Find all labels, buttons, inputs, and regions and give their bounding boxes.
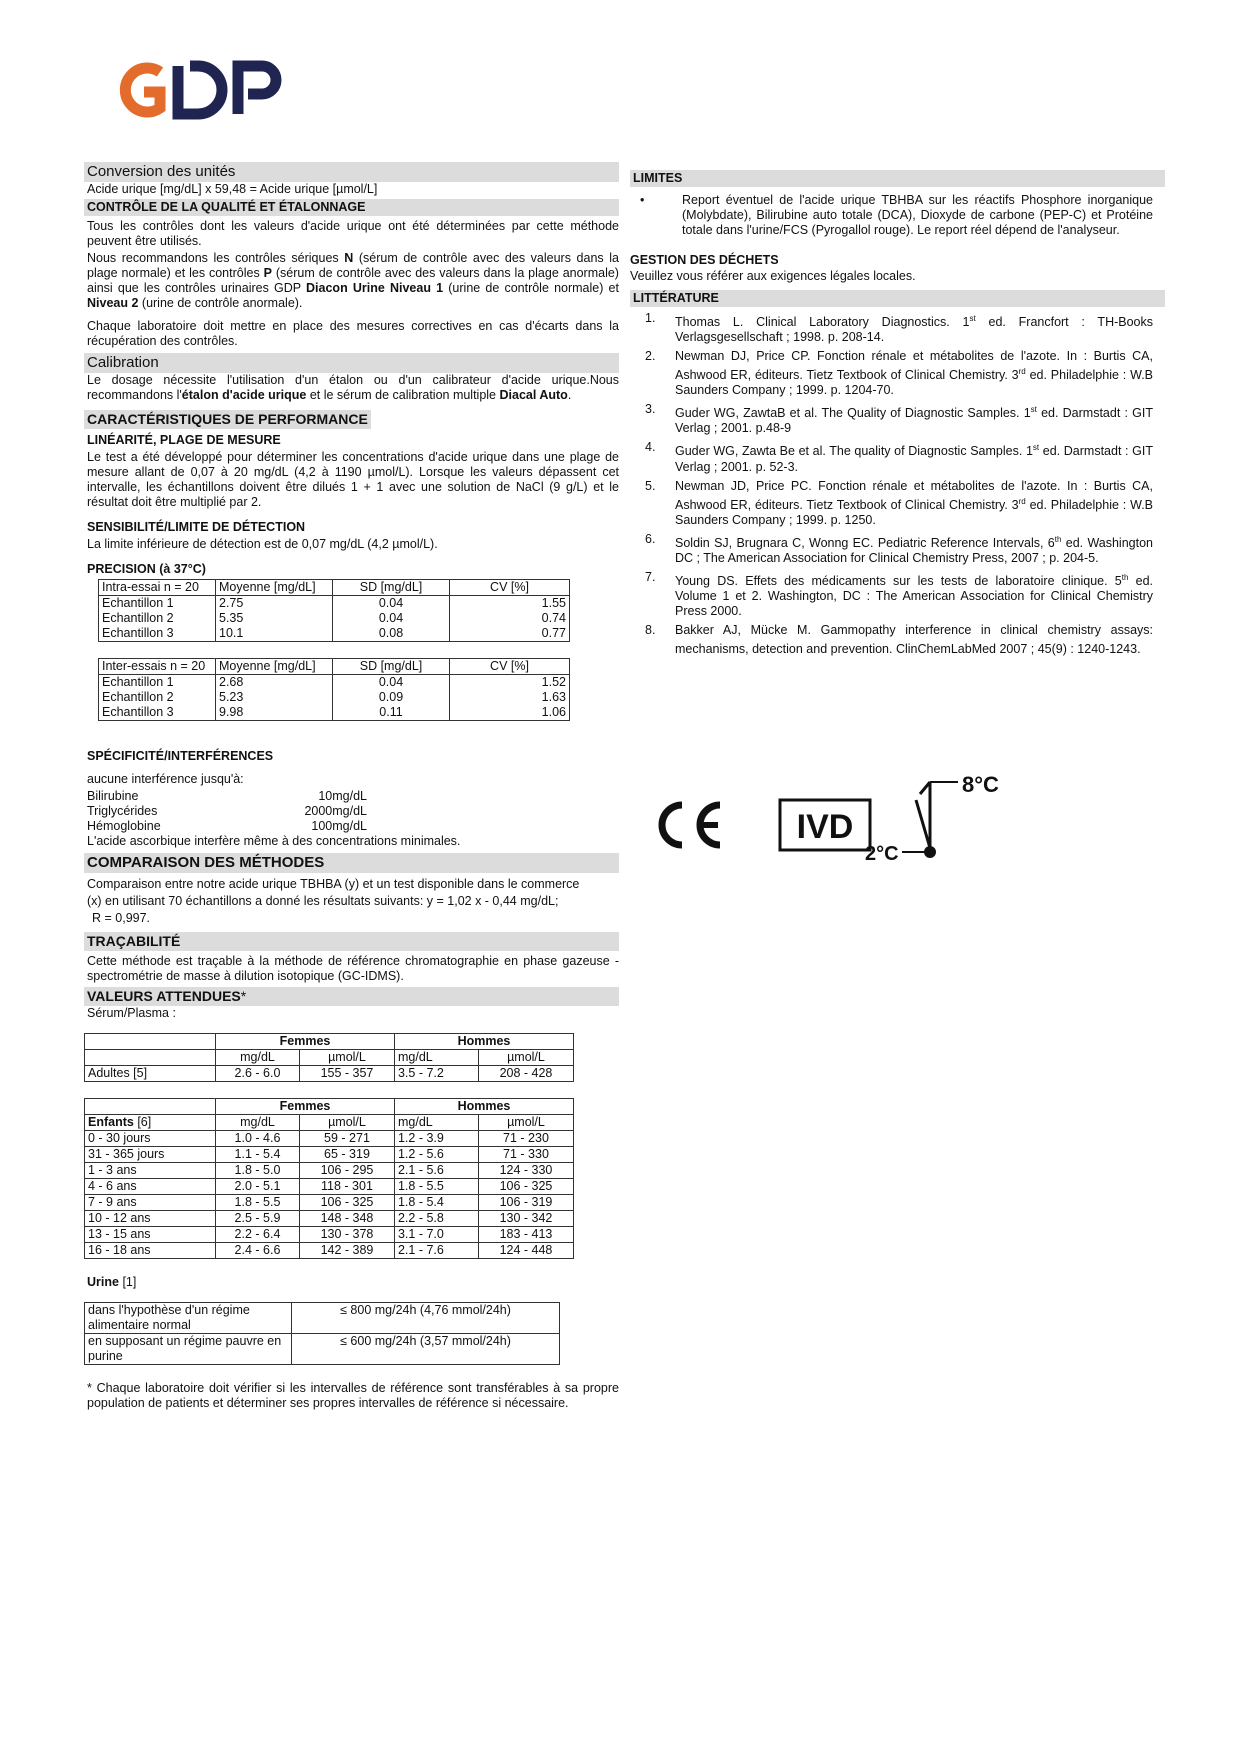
hommes-header: Hommes [394,1099,573,1115]
table-cell: 2.4 - 6.6 [216,1243,300,1259]
table-cell: ≤ 800 mg/24h (4,76 mmol/24h) [292,1303,560,1334]
table-cell: 1.63 [450,690,570,705]
reference-number: 6. [645,531,656,546]
table-cell: 0.09 [333,690,450,705]
table-cell: 155 - 357 [299,1066,394,1082]
interferent-limit: 100mg/dL [311,819,367,833]
table-cell: Echantillon 1 [99,675,216,691]
table-cell: 208 - 428 [478,1066,573,1082]
limits-bullet: • Report éventuel de l'acide urique TBHBA sur les réactifs Phosphore inorganique (Molybdate), Bilirubine auto totale (DCA), Dioxyde de carbone (PEP-C) et Protéine totale dans l'urine/FCS (Pyrogallol rouge). Le report réel dépend de l'analyseur. [630,193,1165,238]
table-cell: Adultes [5] [85,1066,216,1082]
table-cell: ≤ 600 mg/24h (3,57 mmol/24h) [292,1334,560,1365]
table-row [85,1243,574,1259]
table-cell: 1.8 - 5.4 [394,1195,478,1211]
gdp-logo [110,58,300,122]
table-cell: Echantillon 2 [99,690,216,705]
reference-text: Young DS. Effets des médicaments sur les tests de laboratoire clinique. 5th ed. Volume 1 et 2. Washington, DC : The American Association for Clinical Chemistry Press 2000. [675,572,1153,619]
limits-heading: LIMITES [630,170,1165,187]
qc-paragraph-3: Chaque laboratoire doit mettre en place des mesures correctives en cas d'écarts dans la récupération des contrôles. [87,319,619,348]
reference-number: 1. [645,311,656,325]
table-cell: 16 - 18 ans [85,1243,216,1259]
table-cell: 130 - 378 [299,1227,394,1243]
linearity-text: Le test a été développé pour déterminer les concentrations d'acide urique dans une plage de mesure allant de 0,07 à 20 mg/dL (4,2 à 1190 µmol/L). Lorsque les valeurs dépassent cet intervalle, les échantillons doivent être dilués 1 + 1 avec une solution de NaCl (9 g/L) et le résultat doit être multiplié par 2. [87,450,619,509]
table-cell: 118 - 301 [299,1179,394,1195]
inter-assay-table [98,658,570,721]
table-cell: 5.35 [216,611,333,626]
limits-text: Report éventuel de l'acide urique TBHBA sur les réactifs Phosphore inorganique (Molybdate), Bilirubine auto totale (DCA), Dioxyde de carbone (PEP-C) et Protéine totale dans l'urine/FCS (Pyrogallol rouge). Le report réel dépend de l'analyseur. [682,193,1153,237]
table-cell: 1.2 - 5.6 [394,1147,478,1163]
table-cell: dans l'hypothèse d'un régime alimentaire normal [85,1303,292,1334]
table-cell: 2.1 - 7.6 [394,1243,478,1259]
unit-header: µmol/L [299,1050,394,1066]
intra-assay-table [98,579,570,642]
table-cell: 10.1 [216,626,333,642]
table-cell: 1 - 3 ans [85,1163,216,1179]
children-label: Enfants [6] [85,1115,216,1131]
table-cell: 1.55 [450,596,570,612]
table-row [85,1163,574,1179]
conversion-text: Acide urique [mg/dL] x 59,48 = Acide urique [µmol/L] [87,182,378,196]
table-cell: 71 - 330 [478,1147,573,1163]
table-cell: 3.5 - 7.2 [394,1066,478,1082]
interferent-name: Triglycérides [87,804,158,818]
table-row [85,1147,574,1163]
table-cell: 0.11 [333,705,450,721]
comparison-text-3: R = 0,997. [92,911,151,925]
regulatory-symbols [640,770,1090,870]
intra-header: SD [mg/dL] [333,580,450,596]
interferent-name: Bilirubine [87,789,139,803]
qc-paragraph-2: Nous recommandons les contrôles sériques N (sérum de contrôle avec des valeurs dans la plage normale) et les contrôles P (sérum de contrôle avec des valeurs dans la plage anormale) ainsi que les contrôles urinaires GDP Diacon Urine Niveau 1 (urine de contrôle normale) et Niveau 2 (urine de contrôle anormale). [87,251,619,310]
right-column [630,170,1165,661]
table-cell: 0.04 [333,596,450,612]
table-cell: Echantillon 3 [99,705,216,721]
reference-list [630,311,1165,657]
femmes-header: Femmes [216,1099,395,1115]
table-cell: 0.04 [333,675,450,691]
conversion-heading: Conversion des unités [84,162,619,182]
table-cell: 65 - 319 [299,1147,394,1163]
table-cell: 1.8 - 5.5 [216,1195,300,1211]
urine-heading: Urine [1] [87,1275,137,1289]
table-cell: 106 - 319 [478,1195,573,1211]
table-cell: 0.08 [333,626,450,642]
reference-item [633,479,1153,528]
sensitivity-heading: SENSIBILITÉ/LIMITE DE DÉTECTION [87,520,306,534]
table-cell: 130 - 342 [478,1211,573,1227]
literature-heading: LITTÉRATURE [630,290,1165,307]
traceability-heading: TRAÇABILITÉ [84,932,619,951]
hommes-header: Hommes [394,1034,573,1050]
reference-text: Thomas L. Clinical Laboratory Diagnostics. 1st ed. Francfort : TH-Books Verlagsgesellschaft ; 1998. p. 208-14. [675,314,1153,345]
table-cell: 7 - 9 ans [85,1195,216,1211]
reference-number: 7. [645,569,656,584]
sensitivity-text: La limite inférieure de détection est de 0,07 mg/dL (4,2 µmol/L). [87,537,438,551]
table-cell: 1.52 [450,675,570,691]
table-cell: 2.2 - 6.4 [216,1227,300,1243]
table-cell: 1.2 - 3.9 [394,1131,478,1147]
comparison-heading: COMPARAISON DES MÉTHODES [84,853,619,873]
unit-header: µmol/L [478,1050,573,1066]
table-cell: 0.77 [450,626,570,642]
calibration-text: Le dosage nécessite l'utilisation d'un étalon ou d'un calibrateur d'acide urique.Nous recommandons l'étalon d'acide urique et le sérum de calibration multiple Diacal Auto. [87,373,619,402]
interference-list [87,789,619,834]
reference-item [633,402,1153,436]
table-cell: 2.1 - 5.6 [394,1163,478,1179]
table-cell: 2.68 [216,675,333,691]
table-cell: 4 - 6 ans [85,1179,216,1195]
reference-text: Soldin SJ, Brugnara C, Wonng EC. Pediatric Reference Intervals, 6th ed. Washington DC ; The American Association for Clinical Chemistry Press, 2007 ; p. 204-5. [675,534,1153,565]
intra-header: Moyenne [mg/dL] [216,580,333,596]
table-cell: 1.06 [450,705,570,721]
table-cell: 183 - 413 [478,1227,573,1243]
unit-header: mg/dL [394,1050,478,1066]
table-cell: 1.8 - 5.0 [216,1163,300,1179]
reference-number: 3. [645,402,656,417]
reference-text: Guder WG, Zawta Be et al. The quality of Diagnostic Samples. 1st ed. Darmstadt : GIT Verlag ; 2001. p. 52-3. [675,443,1153,474]
reference-item [633,570,1153,619]
table-cell: 2.75 [216,596,333,612]
unit-header: mg/dL [216,1115,300,1131]
table-cell: 9.98 [216,705,333,721]
table-cell: 124 - 448 [478,1243,573,1259]
specificity-heading: SPÉCIFICITÉ/INTERFÉRENCES [87,749,274,763]
intra-header: Intra-essai n = 20 [99,580,216,596]
traceability-text: Cette méthode est traçable à la méthode de référence chromatographie en phase gazeuse - spectrométrie de masse à dilution isotopique (GC-IDMS). [87,954,619,983]
qc-paragraph-1: Tous les contrôles dont les valeurs d'acide urique ont été déterminées par cette méthode peuvent être utilisés. [87,219,619,248]
specificity-intro: aucune interférence jusqu'à: [87,772,244,786]
table-row [85,1195,574,1211]
femmes-header: Femmes [216,1034,395,1050]
table-cell: 0.04 [333,611,450,626]
reference-number: 4. [645,440,656,455]
linearity-heading: LINÉARITÉ, PLAGE DE MESURE [87,433,281,447]
reference-number: 8. [645,623,656,638]
table-row [85,1179,574,1195]
table-cell: 2.6 - 6.0 [216,1066,300,1082]
reference-item [633,349,1153,398]
table-cell: 1.0 - 4.6 [216,1131,300,1147]
table-cell: 2.0 - 5.1 [216,1179,300,1195]
table-cell: 106 - 325 [299,1195,394,1211]
temp-high-label: 8°C [962,772,999,797]
ivd-icon [780,800,870,850]
waste-heading: GESTION DES DÉCHETS [630,253,779,267]
table-cell: 71 - 230 [478,1131,573,1147]
reference-text: Newman JD, Price PC. Fonction rénale et métabolites de l'azote. In : Burtis CA, Ashwood ER, éditeurs. Tietz Textbook of Clinical Chemistry. 3rd ed. Philadelphie : W.B Saunders Company ; 1999. p. 1250. [675,478,1153,527]
reference-item [633,440,1153,474]
ce-mark-icon [662,805,720,845]
qc-heading: CONTRÔLE DE LA QUALITÉ ET ÉTALONNAGE [84,199,619,216]
reference-number: 2. [645,349,656,364]
children-values-table [84,1098,574,1259]
temp-low-label: 2°C [865,843,899,865]
unit-header: µmol/L [299,1115,394,1131]
table-cell: 2.5 - 5.9 [216,1211,300,1227]
reference-text: Bakker AJ, Mücke M. Gammopathy interference in clinical chemistry assays: mechanisms, detection and prevention. ClinChemLabMed 2007 ; 45(9) : 1240-1243. [675,623,1153,657]
table-cell: 106 - 295 [299,1163,394,1179]
table-row [85,1211,574,1227]
table-row [85,1131,574,1147]
inter-header: Moyenne [mg/dL] [216,659,333,675]
interferent-limit: 2000mg/dL [304,804,367,818]
table-cell: 0.74 [450,611,570,626]
table-cell: 106 - 325 [478,1179,573,1195]
table-cell: 1.8 - 5.5 [394,1179,478,1195]
table-cell: 31 - 365 jours [85,1147,216,1163]
table-cell: 1.1 - 5.4 [216,1147,300,1163]
ivd-text: IVD [796,808,854,846]
footnote: * Chaque laboratoire doit vérifier si les intervalles de référence sont transférables à sa propre population de patients et déterminer ses propres intervalles de référence si nécessaire. [87,1381,619,1410]
inter-header: SD [mg/dL] [333,659,450,675]
inter-header: CV [%] [450,659,570,675]
calibration-heading: Calibration [84,353,619,373]
reference-text: Guder WG, ZawtaB et al. The Quality of Diagnostic Samples. 1st ed. Darmstadt : GIT Verlag ; 2001. p.48-9 [675,405,1153,436]
unit-header: µmol/L [478,1115,573,1131]
inter-header: Inter-essais n = 20 [99,659,216,675]
interferent-limit: 10mg/dL [318,789,367,803]
reference-item [633,623,1153,657]
reference-item [633,311,1153,345]
comparison-text-2: (x) en utilisant 70 échantillons a donné les résultats suivants: y = 1,02 x - 0,44 mg/dL; [87,894,559,908]
urine-table [84,1302,560,1365]
performance-heading: CARACTÉRISTIQUES DE PERFORMANCE [84,410,371,429]
intra-header: CV [%] [450,580,570,596]
reference-number: 5. [645,478,656,493]
comparison-text-1: Comparaison entre notre acide urique TBHBA (y) et un test disponible dans le commerce [87,877,580,891]
table-cell: Echantillon 1 [99,596,216,612]
adult-values-table [84,1033,574,1082]
reference-item [633,532,1153,566]
table-cell: 10 - 12 ans [85,1211,216,1227]
temperature-limit-icon [865,772,999,865]
specificity-note: L'acide ascorbique interfère même à des concentrations minimales. [87,834,461,848]
unit-header: mg/dL [216,1050,300,1066]
table-cell: Echantillon 2 [99,611,216,626]
table-row [85,1227,574,1243]
table-cell: 3.1 - 7.0 [394,1227,478,1243]
table-cell: Echantillon 3 [99,626,216,642]
table-cell: en supposant un régime pauvre en purine [85,1334,292,1365]
left-column [84,162,619,1413]
table-cell: 59 - 271 [299,1131,394,1147]
table-cell: 124 - 330 [478,1163,573,1179]
table-cell: 5.23 [216,690,333,705]
table-cell: 142 - 389 [299,1243,394,1259]
table-cell: 13 - 15 ans [85,1227,216,1243]
table-cell: 148 - 348 [299,1211,394,1227]
precision-heading: PRECISION (à 37°C) [87,562,206,576]
table-cell: 0 - 30 jours [85,1131,216,1147]
interferent-name: Hémoglobine [87,819,161,833]
unit-header: mg/dL [394,1115,478,1131]
table-cell: 2.2 - 5.8 [394,1211,478,1227]
expected-values-heading: VALEURS ATTENDUES* [84,987,619,1006]
reference-text: Newman DJ, Price CP. Fonction rénale et métabolites de l'azote. In : Burtis CA, Ashwood ER, éditeurs. Tietz Textbook of Clinical Chemistry. 3rd ed. Philadelphie : W.B Saunders Company ; 1999. p. 1204-70. [675,349,1153,398]
waste-text: Veuillez vous référer aux exigences légales locales. [630,269,916,283]
expected-values-sub: Sérum/Plasma : [87,1006,176,1020]
